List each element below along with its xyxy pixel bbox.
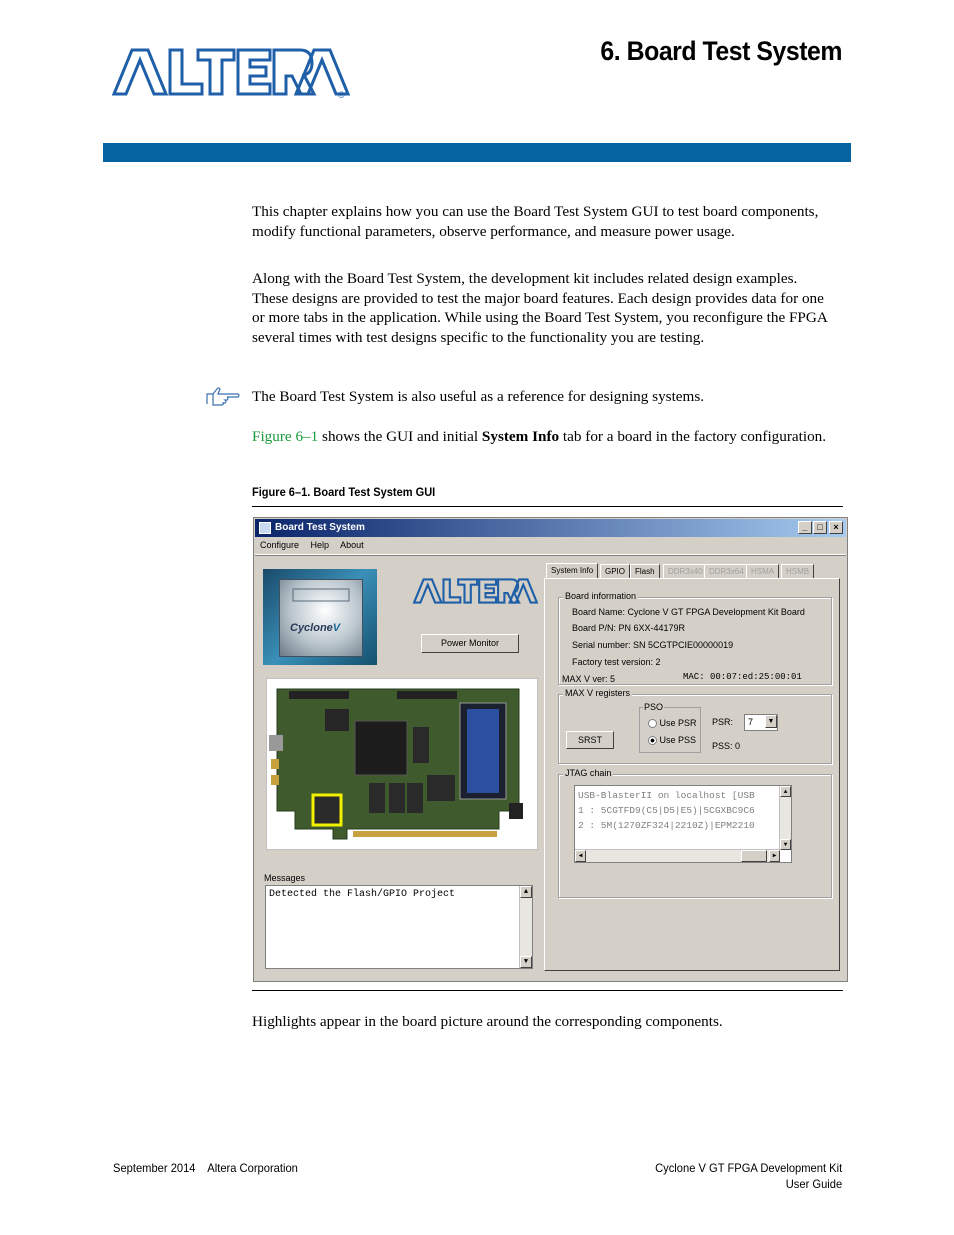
chapter-bar [103,143,851,162]
chip-altera-logo [292,588,350,602]
chevron-down-icon[interactable]: ▼ [765,715,777,728]
jtag-line: 2 : 5M(1270ZF324|2210Z)|EPM2210 [578,820,755,831]
figure-bottom-rule [252,990,843,991]
menu-about[interactable]: About [340,540,364,550]
scroll-down-icon[interactable]: ▼ [520,956,532,968]
design-examples-paragraph: Along with the Board Test System, the development kit includes related design examples. These designs are provided to test the major board features. Each design provides data for one or more tabs in the application. While using the Board Test System, you reconfigure the FPGA several times with test designs specific to the functionality you are testing. [252,270,827,347]
app-icon [259,522,271,534]
use-psr-option[interactable]: Use PSR [648,718,697,728]
scroll-up-icon[interactable]: ▲ [780,786,791,797]
window-titlebar [255,519,846,537]
factory-test-version: Factory test version: 2 [572,657,661,667]
maxv-version: MAX V ver: 5 [562,674,616,684]
board-information-title: Board information [565,591,637,601]
power-monitor-button[interactable]: Power Monitor [421,634,519,653]
messages-text: Detected the Flash/GPIO Project [269,889,456,900]
figure-reference-paragraph: Figure 6–1 shows the GUI and initial System Info tab for a board in the factory configuration. [252,428,827,445]
tab-ddr3x64[interactable]: DDR3x64 [704,564,749,579]
cyclone-v-image [263,569,377,665]
mac-address: MAC: 00:07:ed:25:00:01 [683,672,802,682]
close-icon[interactable]: × [829,521,843,534]
footer-left: September 2014 Altera Corporation [113,1161,298,1175]
footer-right [655,1160,842,1192]
altera-logo [110,44,350,100]
jtag-chain-title: JTAG chain [565,768,612,778]
scroll-up-icon[interactable]: ▲ [520,886,532,898]
jtag-vertical-scrollbar[interactable] [779,786,791,850]
menu-help[interactable]: Help [310,540,330,550]
svg-text:®: ® [338,90,345,100]
scroll-thumb[interactable] [741,850,767,862]
figure-link[interactable]: Figure 6–1 [252,428,319,445]
tab-gpio[interactable]: GPIO [600,564,630,579]
pso-label: PSO [644,702,664,712]
chapter-title: 6. Board Test System [600,36,842,66]
jtag-chain-list[interactable] [574,785,792,863]
psr-select[interactable]: 7 ▼ [744,714,778,731]
tab-hsma[interactable]: HSMA [746,564,779,579]
scroll-left-icon[interactable]: ◀ [575,850,586,862]
tab-hsmb[interactable]: HSMB [781,564,814,579]
jtag-chain-group [558,768,832,898]
board-test-system-window [253,517,848,982]
board-image [267,679,537,849]
pss-value: PSS: 0 [712,741,741,751]
messages-label: Messages [264,873,306,883]
tab-system-info[interactable]: System Info [546,563,598,579]
scroll-down-icon[interactable]: ▼ [780,839,791,850]
maxv-registers-title: MAX V registers [565,688,631,698]
tab-panel [544,578,840,971]
board-name: Board Name: Cyclone V GT FPGA Development Kit Board [572,607,805,617]
gui-altera-logo [412,576,538,606]
figure-top-rule [252,506,843,507]
intro-paragraph: This chapter explains how you can use the Board Test System GUI to test board components, modify functional parameters, observe performance, and measure power usage. [252,203,819,240]
psr-label: PSR: [712,717,734,727]
menubar [260,538,373,552]
board-photo [266,678,538,850]
footer-product: Cyclone V GT FPGA Development Kit [654,1161,842,1175]
use-pss-option[interactable]: Use PSS [648,735,696,745]
board-pn: Board P/N: PN 6XX-44179R [572,623,686,633]
maximize-icon[interactable]: □ [813,521,827,534]
note-text: The Board Test System is also useful as a reference for designing systems. [252,388,705,405]
jtag-line: USB-BlasterII on localhost [USB [578,790,755,801]
tab-ddr3x40[interactable]: DDR3x40 [663,564,708,579]
maxv-registers-group [558,688,832,764]
messages-scrollbar[interactable] [519,886,532,968]
window-title: Board Test System [275,522,365,533]
jtag-horizontal-scrollbar[interactable] [575,849,780,862]
scroll-right-icon[interactable]: ▶ [769,850,780,862]
srst-button[interactable]: SRST [566,731,614,749]
minimize-icon[interactable]: _ [798,521,812,534]
pso-group [639,702,701,753]
figure-caption: Figure 6–1. Board Test System GUI [252,485,436,499]
pointing-hand-icon [205,386,241,406]
cyclone-v-label: V [332,622,341,634]
cyclone-label: Cyclone [290,622,333,634]
serial-number: Serial number: SN 5CGTPCIE00000019 [572,640,734,650]
messages-box[interactable] [265,885,533,969]
highlights-paragraph: Highlights appear in the board picture around the corresponding components. [252,1013,723,1030]
jtag-line: 1 : 5CGTFD9(C5|D5|E5)|5CGXBC9C6 [578,805,755,816]
tab-flash[interactable]: Flash [630,564,660,579]
footer-doc-type: User Guide [785,1177,842,1191]
menu-configure[interactable]: Configure [260,540,300,550]
